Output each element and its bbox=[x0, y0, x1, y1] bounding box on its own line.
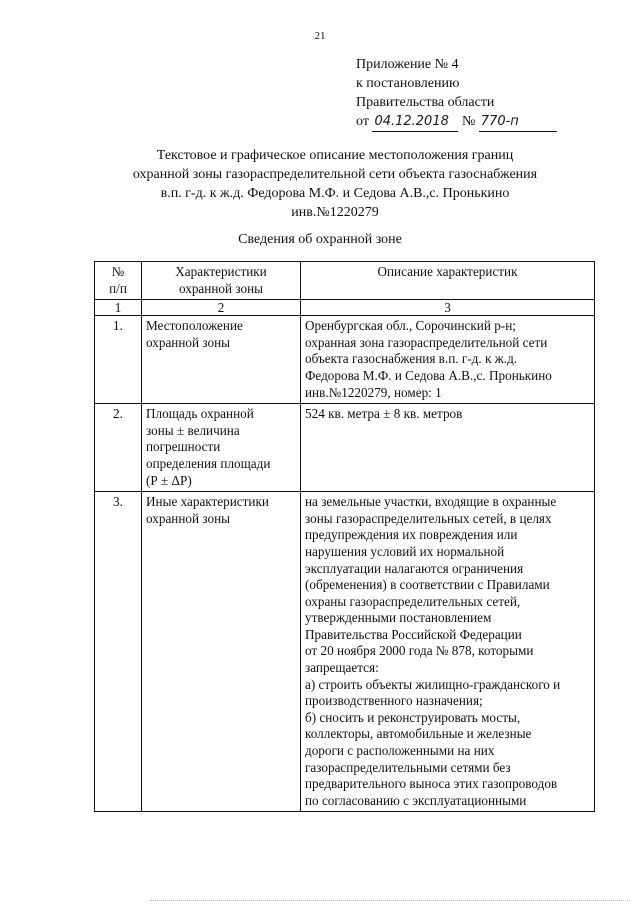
description-line: газораспределительными сетями без bbox=[305, 759, 511, 775]
description-line: Правительства Российской Федерации bbox=[305, 626, 522, 642]
header-number bbox=[95, 262, 142, 300]
table-row bbox=[95, 404, 595, 492]
bottom-scan-artifact bbox=[150, 900, 630, 902]
description-line: охранная зона газораспределительной сети bbox=[305, 334, 548, 350]
table-row bbox=[95, 316, 595, 404]
description-line: б) сносить и реконструировать мосты, bbox=[305, 709, 521, 725]
description-line: от 20 ноября 2000 года № 878, которыми bbox=[305, 643, 534, 659]
description-line: дороги с расположенными на них bbox=[305, 743, 495, 759]
row-number: 2. bbox=[95, 404, 142, 492]
appendix-line: к постановлению bbox=[356, 76, 460, 91]
title-line: в.п. г-д. к ж.д. Федорова М.Ф. и Седова А.В.,с. Пронькино bbox=[160, 186, 510, 201]
column-index: 2 bbox=[142, 300, 301, 316]
date-prefix: от bbox=[356, 114, 369, 129]
row-description bbox=[301, 492, 595, 812]
handwritten-number: 770-п bbox=[479, 112, 557, 132]
header-text: п/п bbox=[109, 280, 127, 296]
row-description bbox=[301, 404, 595, 492]
description-line: предварительного выноса этих газопроводов bbox=[305, 776, 558, 792]
column-index: 1 bbox=[95, 300, 142, 316]
header-text: Описание характеристик bbox=[377, 264, 518, 279]
section-title: Сведения об охранной зоне bbox=[238, 232, 402, 247]
appendix-line: Приложение № 4 bbox=[356, 57, 459, 72]
description-line: на земельные участки, входящие в охранные bbox=[305, 494, 557, 510]
characteristic-line: погрешности bbox=[146, 439, 221, 455]
table-row bbox=[95, 492, 595, 812]
description-line: нарушения условий их нормальной bbox=[305, 543, 505, 559]
characteristic-line: охранной зоны bbox=[146, 334, 231, 350]
description-line: 524 кв. метра ± 8 кв. метров bbox=[305, 406, 463, 422]
characteristic-line: (Р ± ΔР) bbox=[146, 472, 192, 488]
header-description bbox=[301, 262, 595, 300]
title-line: инв.№1220279 bbox=[291, 205, 379, 220]
description-line: а) строить объекты жилищно-гражданского и bbox=[305, 676, 561, 692]
description-line: инв.№1220279, номер: 1 bbox=[305, 384, 442, 400]
row-number: 1. bbox=[95, 316, 142, 404]
characteristic-line: охранной зоны bbox=[146, 510, 231, 526]
row-number: 3. bbox=[95, 492, 142, 812]
title-line: охранной зоны газораспределительной сети объекта газоснабжения bbox=[132, 167, 538, 182]
description-line: утвержденными постановлением bbox=[305, 610, 492, 626]
header-text: Характеристики bbox=[175, 264, 267, 279]
title-line: Текстовое и графическое описание местоположения границ bbox=[156, 148, 514, 163]
row-characteristic bbox=[142, 404, 301, 492]
appendix-line: Правительства области bbox=[356, 95, 495, 110]
table-header-row bbox=[95, 262, 595, 300]
description-line: Оренбургская обл., Сорочинский р-н; bbox=[305, 318, 516, 334]
column-index-row bbox=[95, 300, 595, 316]
description-line: предупреждения их повреждения или bbox=[305, 527, 518, 543]
characteristic-line: зоны ± величина bbox=[146, 422, 240, 438]
characteristic-line: Иные характеристики bbox=[146, 494, 269, 510]
handwritten-date: 04.12.2018 bbox=[372, 112, 458, 132]
row-characteristic bbox=[142, 492, 301, 812]
protection-zone-table bbox=[94, 261, 595, 812]
appendix-date-line bbox=[356, 112, 557, 132]
description-line: коллекторы, автомобильные и железные bbox=[305, 726, 532, 742]
description-line: Федорова М.Ф. и Седова А.В.,с. Пронькино bbox=[305, 367, 552, 383]
description-line: (обременения) в соответствии с Правилами bbox=[305, 577, 550, 593]
description-line: эксплуатации налагаются ограничения bbox=[305, 560, 524, 576]
appendix-block bbox=[356, 55, 557, 132]
characteristic-line: Площадь охранной bbox=[146, 406, 254, 422]
description-line: зоны газораспределительных сетей, в целях bbox=[305, 510, 552, 526]
table-body bbox=[95, 316, 595, 812]
row-characteristic bbox=[142, 316, 301, 404]
header-characteristics bbox=[142, 262, 301, 300]
description-line: охраны газораспределительных сетей, bbox=[305, 593, 521, 609]
description-line: по согласованию с эксплуатационными bbox=[305, 792, 527, 808]
row-description bbox=[301, 316, 595, 404]
column-index: 3 bbox=[301, 300, 595, 316]
number-prefix: № bbox=[461, 114, 476, 129]
description-line: объекта газоснабжения в.п. г-д. к ж.д. bbox=[305, 351, 518, 367]
description-line: запрещается: bbox=[305, 660, 379, 676]
header-text: № bbox=[111, 264, 125, 279]
characteristic-line: Местоположение bbox=[146, 318, 243, 334]
header-text: охранной зоны bbox=[178, 280, 263, 296]
description-line: производственного назначения; bbox=[305, 693, 483, 709]
characteristic-line: определения площади bbox=[146, 455, 271, 471]
document-title bbox=[100, 146, 570, 222]
page-number: 21 bbox=[314, 30, 326, 42]
